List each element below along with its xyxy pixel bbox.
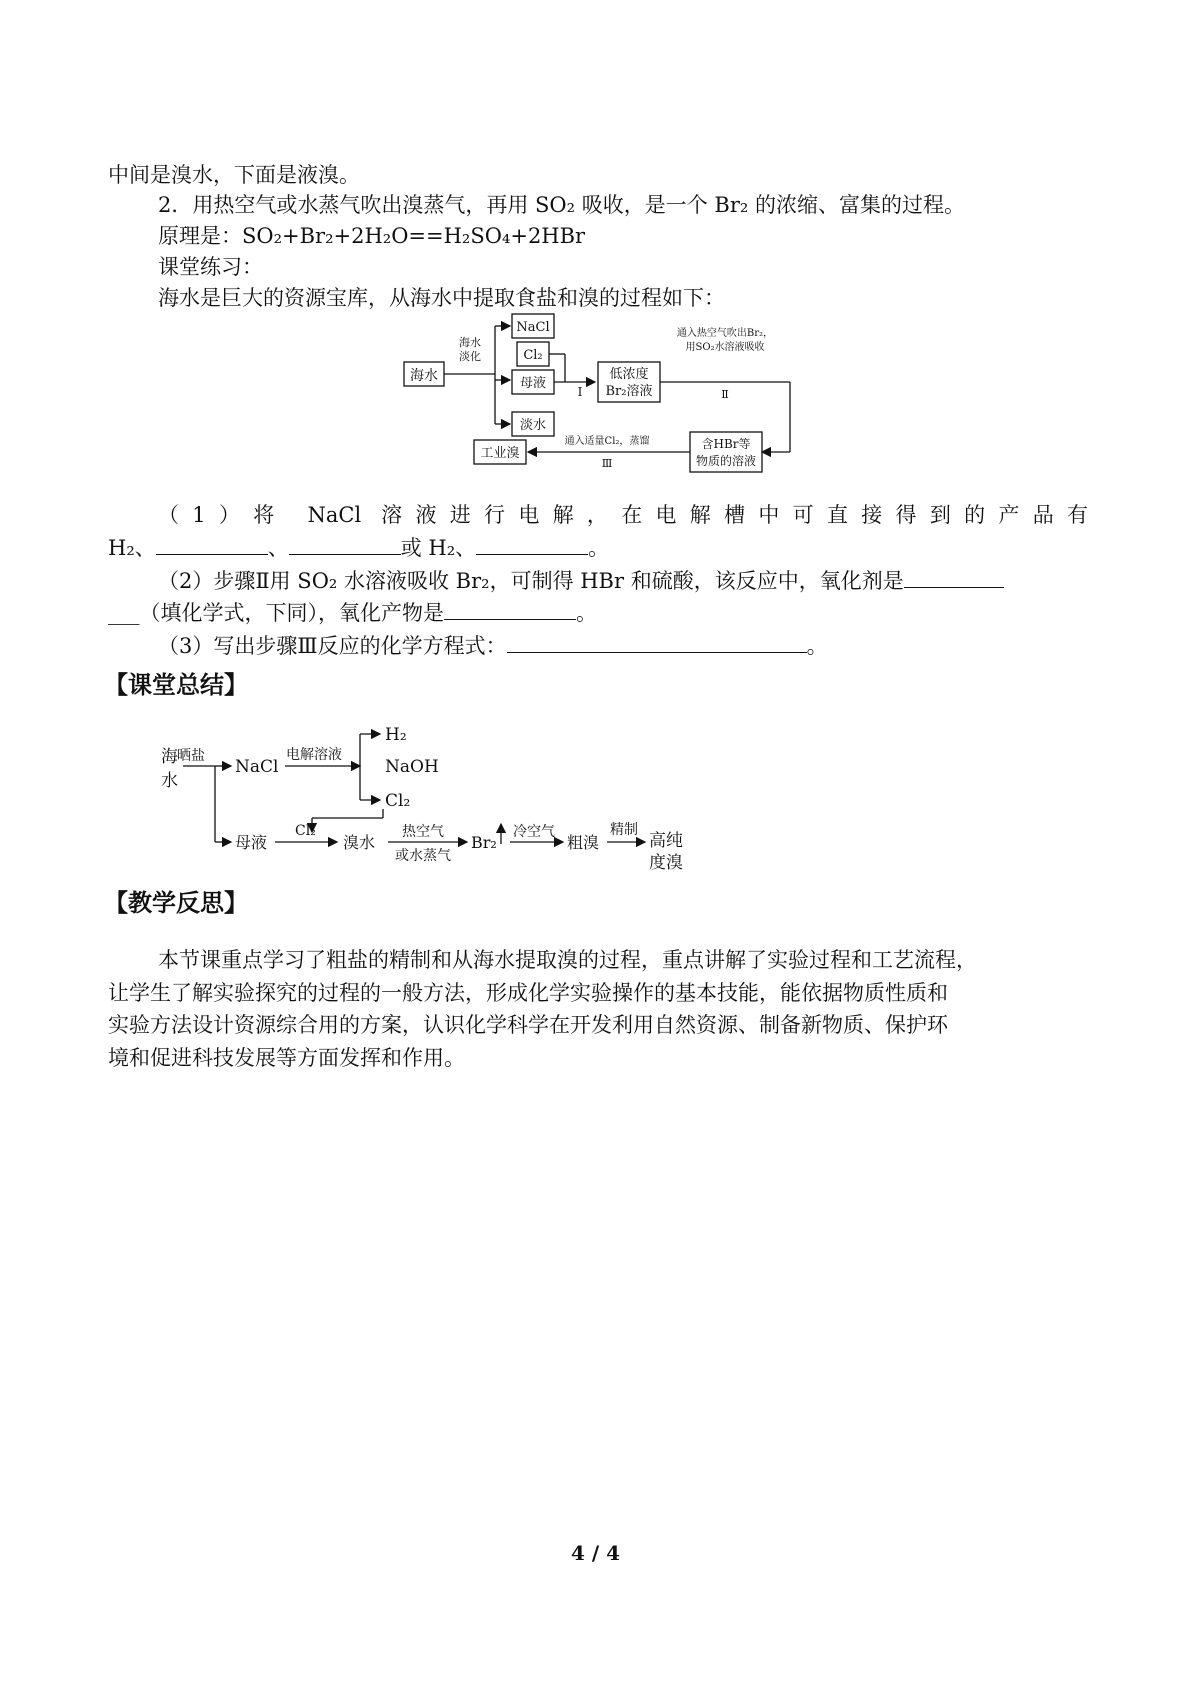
reaction-principle: 原理是：SO₂+Br₂+2H₂O==H₂SO₄+2HBr xyxy=(158,224,586,248)
step-3-label: Ⅲ xyxy=(601,457,613,470)
answer-blank-3[interactable] xyxy=(476,534,588,555)
blow-label-2: 用SO₂水溶液吸收 xyxy=(685,342,765,353)
question-2-line-2 xyxy=(108,598,597,628)
summary-shaiyan: 晒盐 xyxy=(177,748,205,764)
q2-end: 。 xyxy=(576,601,597,625)
answer-blank-2[interactable] xyxy=(289,534,401,555)
danshui-label: 淡水 xyxy=(519,418,547,433)
hbr-label-1: 含HBr等 xyxy=(701,437,751,451)
reflection-heading: 【教学反思】 xyxy=(104,888,248,917)
reflection-line-1: 本节课重点学习了粗盐的精制和从海水提取溴的过程，重点讲解了实验过程和工艺流程， xyxy=(158,948,977,972)
summary-heading: 【课堂总结】 xyxy=(104,670,248,699)
cl2-label: Cl₂ xyxy=(523,348,543,363)
haishui-label: 海水 xyxy=(410,368,438,384)
muye-label: 母液 xyxy=(519,376,547,391)
summary-cl2: Cl₂ xyxy=(385,791,411,811)
question-3 xyxy=(158,631,828,661)
q3-text: （3）写出步骤Ⅲ反应的化学方程式： xyxy=(158,634,507,658)
question-2-line-1 xyxy=(158,566,1004,596)
summary-shui: 水 xyxy=(161,771,178,791)
answer-blank-6[interactable] xyxy=(507,632,807,653)
q1-end: 。 xyxy=(588,536,610,560)
summary-hai: 海 xyxy=(161,747,178,767)
exercise-intro: 海水是巨大的资源宝库，从海水中提取食盐和溴的过程如下： xyxy=(158,286,725,310)
q3-end: 。 xyxy=(806,634,828,658)
q2-text-2: ___（填化学式，下同），氧化产物是 xyxy=(108,601,444,625)
summary-nacl: NaCl xyxy=(235,757,279,777)
answer-blank-1[interactable] xyxy=(156,534,268,555)
question-1-line-2 xyxy=(108,533,609,563)
low-br-label-2: Br₂溶液 xyxy=(605,384,653,399)
summary-duxiu: 度溴 xyxy=(649,853,683,870)
summary-h2: H₂ xyxy=(385,725,407,745)
bromine-extraction-flowchart xyxy=(400,310,840,478)
summary-muye: 母液 xyxy=(235,833,268,852)
answer-blank-4[interactable] xyxy=(904,567,1004,588)
blow-label-1: 通入热空气吹出Br₂， xyxy=(676,328,774,339)
summary-jingzhi: 精制 xyxy=(610,822,638,838)
summary-naoh: NaOH xyxy=(385,757,439,777)
q1-or: 或 H₂、 xyxy=(400,536,477,560)
step-2-label: Ⅱ xyxy=(721,388,729,401)
summary-gaochun: 高纯 xyxy=(649,831,683,851)
intro-line-2: 2．用热空气或水蒸气吹出溴蒸气，再用 SO₂ 吸收，是一个 Br₂ 的浓缩、富集的过程。 xyxy=(158,193,965,217)
nacl-label: NaCl xyxy=(516,320,550,335)
summary-flowchart xyxy=(155,718,755,870)
summary-cuxiu: 粗溴 xyxy=(567,833,600,852)
summary-reqiqi: 热空气 xyxy=(402,824,444,840)
page-number: 4 / 4 xyxy=(570,1541,621,1565)
summary-xiushui: 溴水 xyxy=(343,833,376,852)
answer-blank-5[interactable] xyxy=(444,599,576,620)
reflection-line-3: 实验方法设计资源综合用的方案，认识化学科学在开发利用自然资源、制备新物质、保护环 xyxy=(108,1013,948,1037)
summary-br2: Br₂ xyxy=(471,833,497,852)
hbr-label-2: 物质的溶液 xyxy=(695,454,757,468)
step-1-label: Ⅰ xyxy=(577,385,583,399)
summary-shuizhengqi: 或水蒸气 xyxy=(395,848,451,864)
exercise-label: 课堂练习： xyxy=(158,255,263,279)
q2-text: （2）步骤Ⅱ用 SO₂ 水溶液吸收 Br₂，可制得 HBr 和硫酸，该反应中，氧化剂是 xyxy=(158,569,904,593)
reflection-line-4: 境和促进科技发展等方面发挥和作用。 xyxy=(108,1046,465,1070)
question-1-line-1: （1）将 NaCl 溶液进行电解，在电解槽中可直接得到的产品有 xyxy=(158,503,1088,527)
summary-cl2-arrow: Cl₂ xyxy=(295,823,316,839)
industrial-bromine-label: 工业溴 xyxy=(480,446,520,461)
low-br-label-1: 低浓度 xyxy=(609,367,649,382)
distill-label: 通入适量Cl₂，蒸馏 xyxy=(564,436,650,447)
q1-prefix: H₂、 xyxy=(108,536,156,560)
summary-electrolysis: 电解溶液 xyxy=(286,747,342,763)
reflection-line-2: 让学生了解实验探究的过程的一般方法，形成化学实验操作的基本技能，能依据物质性质和 xyxy=(108,981,948,1005)
intro-line-1: 中间是溴水，下面是液溴。 xyxy=(108,163,360,187)
summary-lengkongqi: 冷空气 xyxy=(513,824,555,840)
desalination-label-1: 海水 xyxy=(459,336,481,349)
desalination-label-2: 淡化 xyxy=(459,350,481,363)
q1-sep: 、 xyxy=(267,536,289,560)
